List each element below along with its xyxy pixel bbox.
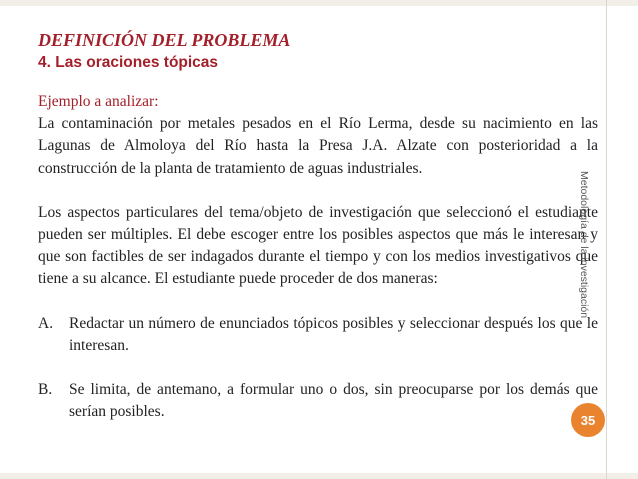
list-marker-a: A.	[38, 314, 54, 332]
body-paragraph: Los aspectos particulares del tema/objeto de investigación que seleccionó el estudiante pueden ser múltiples. El debe escoger entre los posibles aspectos que más le interesan y que son factibles de ser indagados durante el tiempo y con los medios investigativos que tiene a su alcance. El estudiante puede proceder de dos maneras:	[38, 203, 598, 288]
slide-title: DEFINICIÓN DEL PROBLEMA	[38, 30, 291, 50]
slide-subtitle: 4. Las oraciones tópicas	[38, 54, 219, 71]
bottom-border-band	[0, 473, 638, 479]
options-list	[38, 313, 598, 424]
top-border-band	[0, 0, 638, 6]
right-divider-line	[606, 0, 607, 479]
slide-body	[38, 91, 598, 423]
list-item-b	[38, 379, 598, 423]
list-marker-b: B.	[38, 381, 53, 399]
list-item-a-text: Redactar un número de enunciados tópicos posibles y seleccionar después los que le interesan.	[69, 314, 598, 354]
page-number-badge: 35	[571, 403, 605, 437]
example-text: La contaminación por metales pesados en el Río Lerma, desde su nacimiento en las Lagunas de Almoloya del Río hasta la Presa J.A. Alzate con posterioridad a la construcción de la planta de tratamiento de aguas industriales.	[38, 115, 598, 177]
list-item-b-text: Se limita, de antemano, a formular uno o dos, sin preocuparse por los demás que serían posibles.	[69, 381, 598, 421]
side-vertical-label: Metodología de la investigación	[578, 171, 590, 319]
list-item-a	[38, 313, 598, 357]
example-label: Ejemplo a analizar:	[38, 93, 159, 110]
example-paragraph	[38, 91, 598, 180]
